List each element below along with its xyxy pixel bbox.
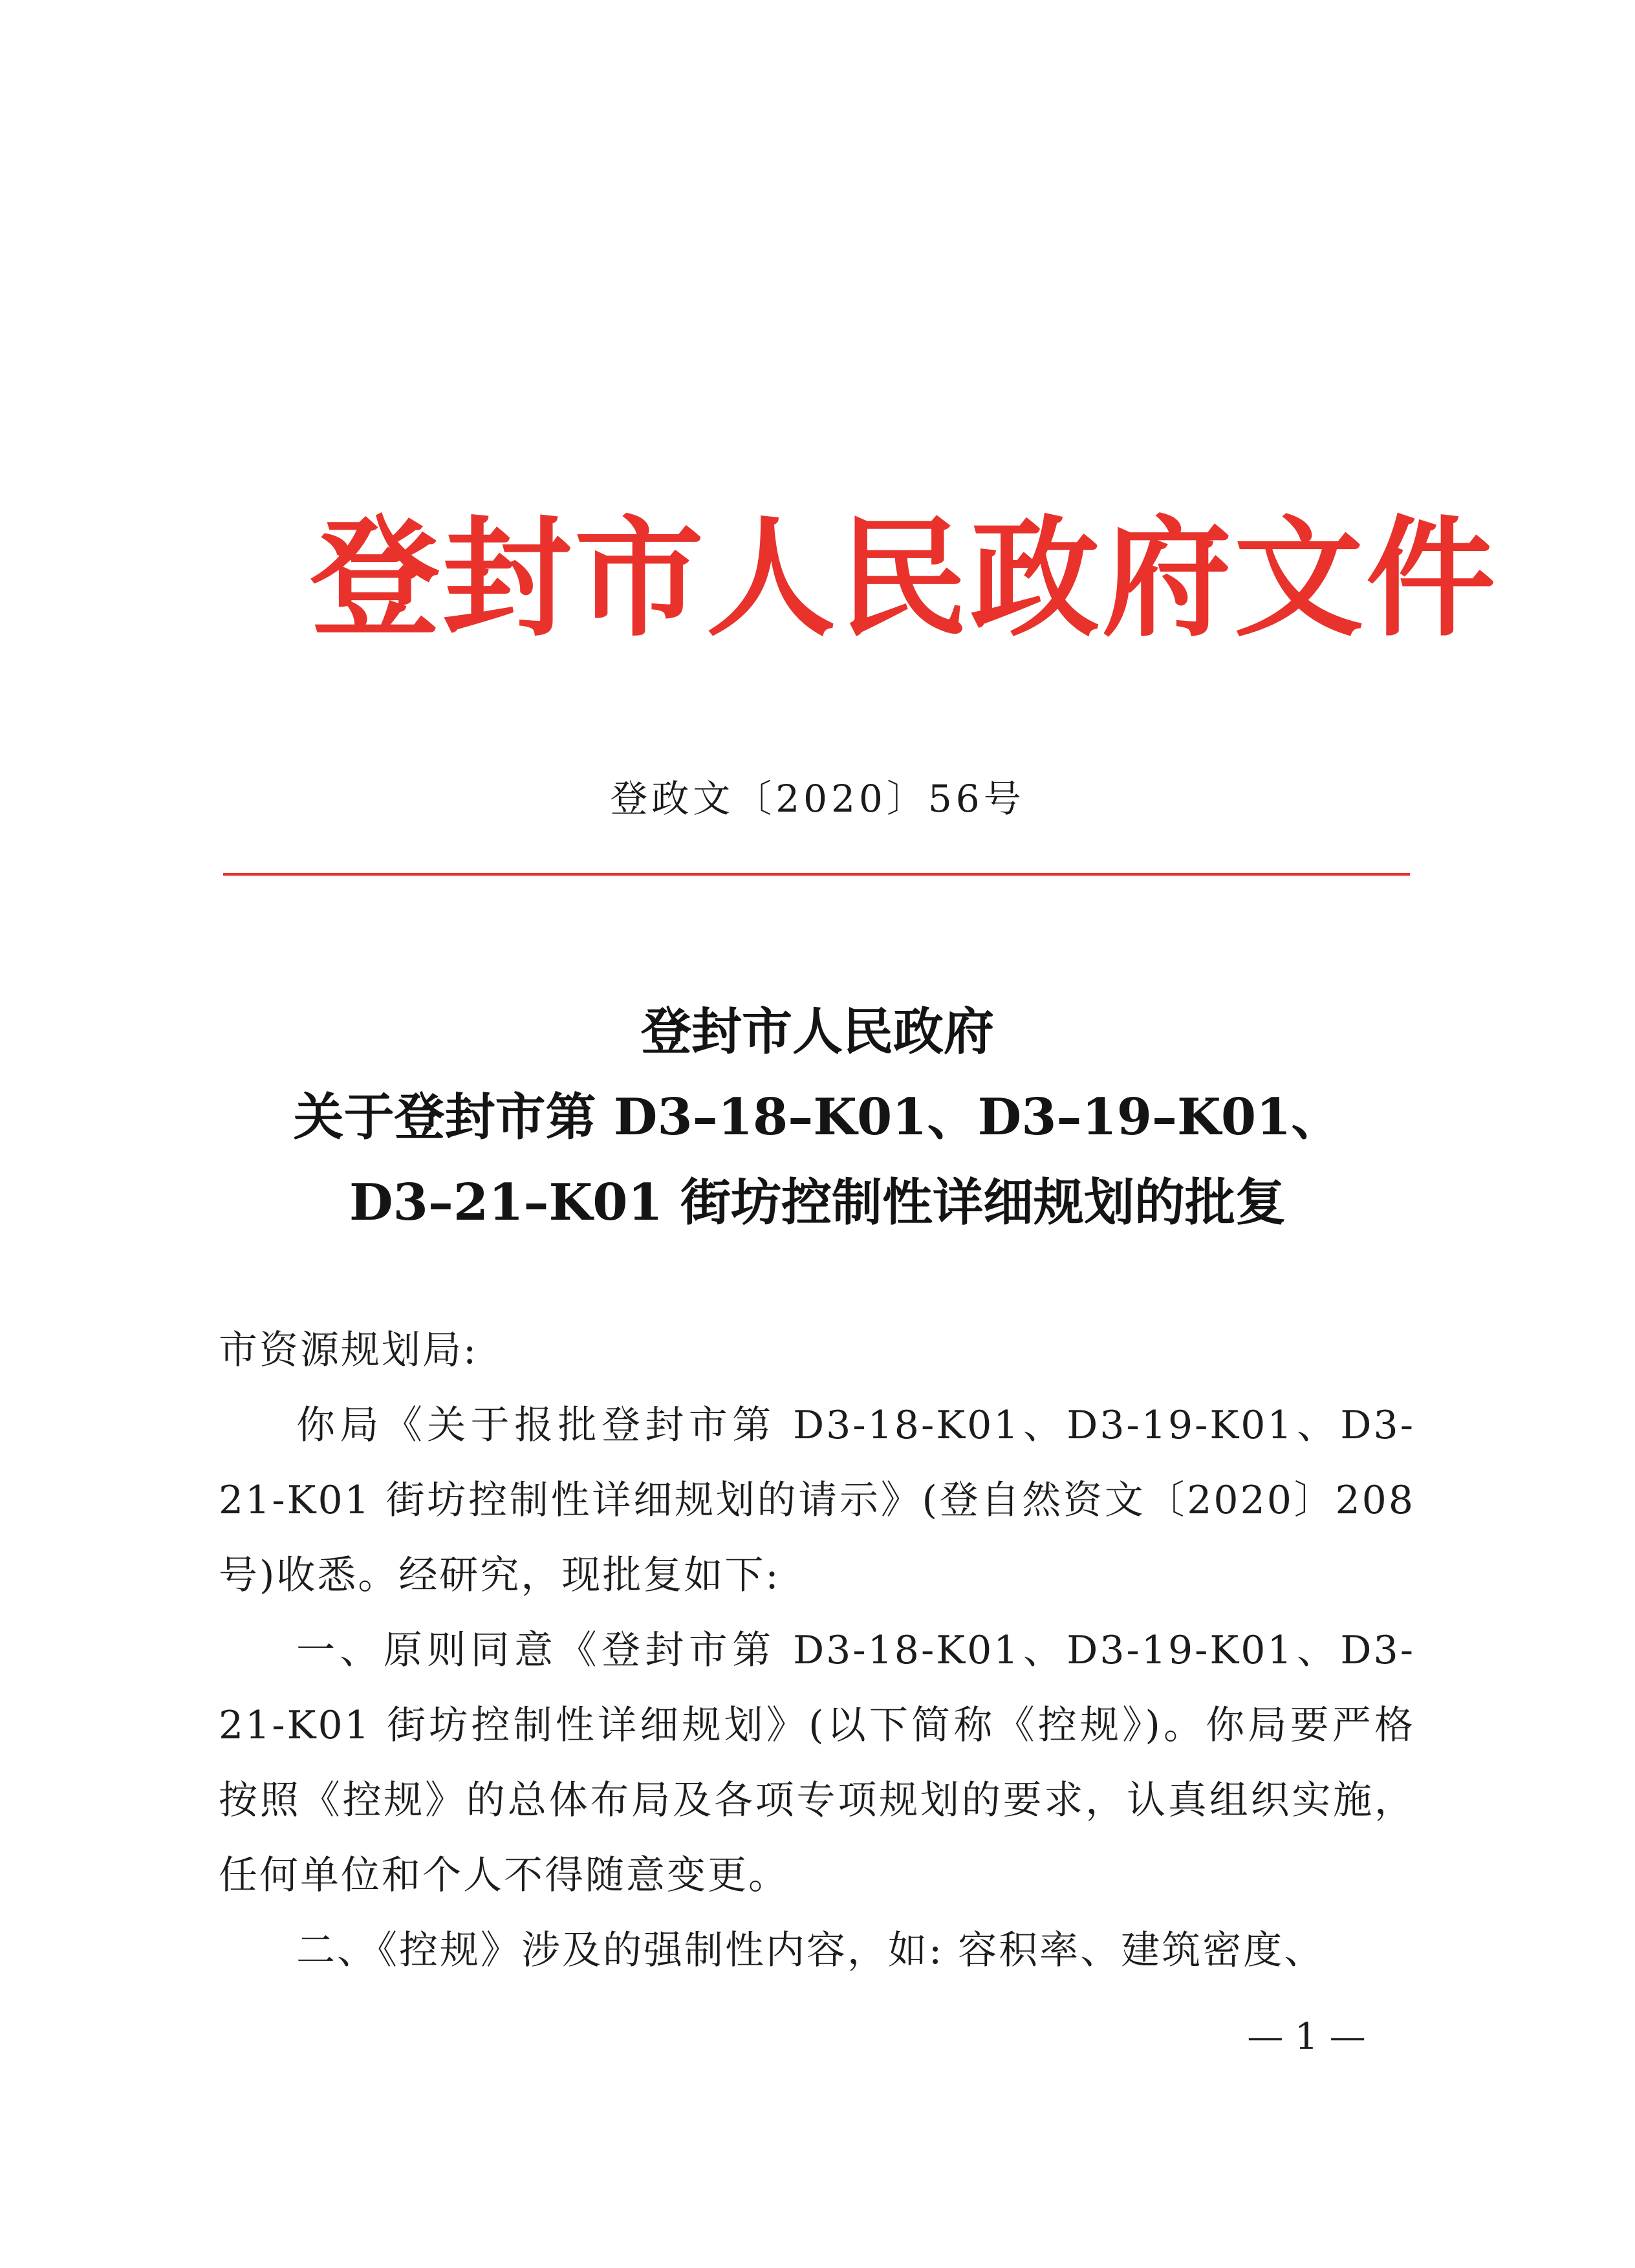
red-divider <box>223 873 1410 876</box>
page-number: — 1 — <box>1247 2016 1366 2058</box>
document-number: 登政文〔2020〕56号 <box>610 777 1025 821</box>
title-line-3: D3–21–K01 街坊控制性详细规划的批复 <box>349 1173 1286 1232</box>
title-line-2: 关于登封市第 D3–18–K01、D3–19–K01、 <box>293 1088 1342 1147</box>
document-body <box>219 1313 1415 1988</box>
paragraph-2: 一、原则同意《登封市第 D3-18-K01、D3-19-K01、D3-21-K01 街坊控制性详细规划》(以下简称《控规》)。你局要严格按照《控规》的总体布局及各项专项规划的要求，认真组织实施，任何单位和个人不得随意变更。 <box>219 1628 1415 1898</box>
paragraph-3: 二、《控规》涉及的强制性内容，如: 容积率、建筑密度、 <box>296 1928 1325 1973</box>
paragraph-1: 你局《关于报批登封市第 D3-18-K01、D3-19-K01、D3-21-K01 街坊控制性详细规划的请示》(登自然资文〔2020〕208 号)收悉。经研究，现批复如下: <box>219 1403 1415 1598</box>
title-line-1: 登封市人民政府 <box>640 1002 994 1061</box>
masthead-title: 登封市人民政府文件 <box>310 502 1499 654</box>
document-title <box>0 989 1635 1246</box>
salutation: 市资源规划局: <box>219 1328 479 1373</box>
